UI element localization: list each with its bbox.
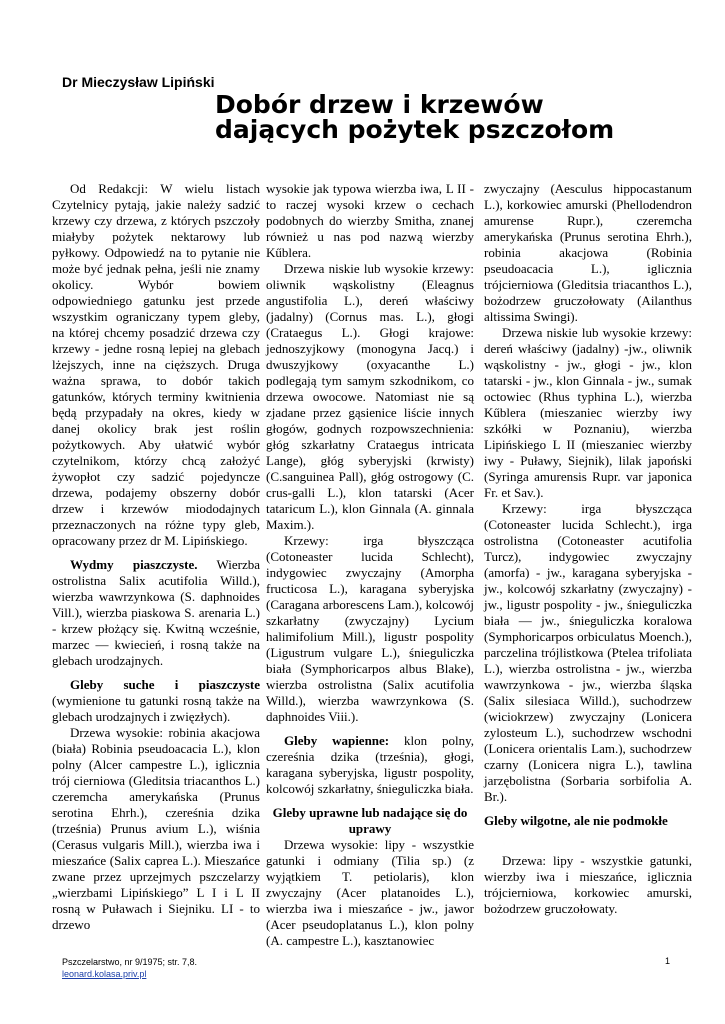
paragraph: Od Redakcji: W wielu listach Czytelnicy pytają, jakie należy sadzić krzewy czy drzewa, z których pszczoły miałyby pożytek nektarowy lub pyłkowy. Odpowiedź na to pytanie nie może być jednak pełna, jeśli nie znamy okolicy. Wybór bowiem odpowiedniego gatunku jest przede wszystkim ograniczany typem gleby, na której chcemy posadzić drzewa czy krzewy - jedne rosną lepiej na glebach lżejszych, inne na cięższych. Druga ważna sprawa, to dobór takich gatunków, których terminy kwitnienia będą przypadały na okres, kiedy w danej okolicy brak jest roślin pożytkowych. Aby ułatwić wybór czytelnikom, którzy chcą założyć żywopłot czy sadzić pojedyncze drzewa, podajemy obszerny dobór drzew i krzewów miododajnych przeznaczonych na różne typy gleb, opracowany przez dr M. Lipińskiego. (52, 181, 260, 548)
section-heading: Wydmy piaszczyste. (70, 557, 198, 572)
paragraph-text: Wierzba ostrolistna Salix acutifolia Willd.), wierzba wawrzynkowa (S. daphnoides Vill.), wierzba piaskowa S. arenaria L.) - krzew płożący się. Kwitną wcześnie, marzec — kwiecień, i rosną także na glebach urodzajnych. (52, 557, 260, 668)
paragraph: Drzewa niskie lub wysokie krzewy: oliwnik wąskolistny (Eleagnus angustifolia L.), dereń właściwy (jadalny) (Cornus mas. L.), głogi (Crataegus L.). Głogi krajowe: jednoszyjkowy (monogyna Jacq.) i dwuszyjkowy (oxyacanthe L.) podlegają tym samym szkodnikom, co drzewa owocowe. Natomiast nie są zjadane przez gąsienice liście innych głogów, godnych rozpowszechnienia: głóg szkarłatny Crataegus intricata Lange), głóg syberyjski (krwisty) (C.sanguinea Pall), głóg ostrogowy (C. crus-galli L.), klon tatarski (Acer tataricum L.), klon Ginnala (A. ginnala Maxim.). (266, 261, 474, 532)
paragraph: Krzewy: irga błyszcząca (Cotoneaster lucida Schlecht), indygowiec zwyczajny (Amorpha fructicosa L.), karagana syberyjska (Caragana arborescens Lam.), kolcowój szkarłatny (zwyczajny) Lycium halimifolium Mill.), ligustr pospolity (Ligustrum vulgare L.), śnieguliczka biała (Symphoricarpos albus Blake), wierzba ostrolistna (Salix acutifolia Willd.), wierzba wawrzynkowa (S. daphnoides Viii.). (266, 533, 474, 724)
footer-site-link[interactable]: leonard.kolasa.priv.pl (62, 969, 147, 979)
paragraph: Drzewa wysokie: lipy - wszystkie gatunki i odmiany (Tilia sp.) (z wyjątkiem T. petiolaris), klon zwyczajny (Acer platanoides L.), wierzba iwa i mieszańce - jw., jawor (Acer pseudoplatanus L.), klon polny (A. campestre L.), kasztanowiec (266, 837, 474, 948)
paragraph (52, 677, 260, 725)
article-title (215, 92, 614, 142)
paragraph: Drzewa niskie lub wysokie krzewy: dereń właściwy (jadalny) -jw., oliwnik wąskolistny - jw., głogi - jw., klon tatarski - jw., klon Ginnala - jw., sumak octowiec (Rhus typhina L.), wierzba Kűblera (mieszaniec wierzby iwy szkółki w Poznaniu), wierzba Lipińskiego L II (mieszaniec wierzby iwy - Puławy, Siejnik), lilak japoński (Syringa amurensis Rupr. var japonica Fr. et Sav.). (484, 325, 692, 500)
text-column-1 (52, 181, 260, 933)
page-number: 1 (665, 956, 671, 966)
author-name: Dr Mieczysław Lipiński (62, 74, 215, 90)
paragraph: Krzewy: irga błyszcząca (Cotoneaster lucida Schlecht.), irga ostrolistna (Cotoneaster acutifolia Turcz), indygowiec zwyczajny (amorfa) - jw., karagana syberyjska - jw., kolcowój szkarłatny (zwyczajny) - jw., ligustr pospolity - jw., śnieguliczka biała — jw., śnieguliczka koralowa (Symphoricarpos orbiculatus Moench.), parczelina trójlistkowa (Ptelea trifoliata L.), wierzba ostrolistna - jw., wierzba wawrzynkowa - jw., wierzba śląska (Salix silesiaca Willd.), suchodrzew (wiciokrzew) zwyczajny (Lonicera zylosteum L.), suchodrzew wschodni (Lonicera orientalis Lam.), suchodrzew czarny (Lonicera nigra L.), tawlina jarzębolistna (Sorbaria sorbifolia A. Br.). (484, 501, 692, 804)
title-line-2: dających pożytek pszczołom (215, 115, 615, 144)
paragraph: Drzewa wysokie: robinia akacjowa (biała) Robinia pseudoacacia L.), klon polny (Alcer campestre L.), iglicznia trój cierniowa (Gleditsia triacanthos L.) czeremcha amerykańska (Prunus serotina Ehrh.), czereśnia dzika (trześnia) Prunus avium L.), wiśnia (Cerasus vulgaris Mill.), wierzba iwa i mieszańce (Salix caprea L.). Mieszańce zwane przez uprzejmych pszczelarzy „wierzbami Lipińskiego” L I i L II rosną w Puławach i Siejniku. LI - to drzewo (52, 725, 260, 932)
section-heading: Gleby suche i piaszczyste (70, 677, 260, 692)
paragraph: Drzewa: lipy - wszystkie gatunki, wierzby iwa i mieszańce, iglicznia trójcierniowa, korkowiec amurski, bożodrzew gruczołowaty. (484, 853, 692, 916)
footer (62, 956, 197, 980)
text-column-2 (266, 181, 474, 949)
footer-source: Pszczelarstwo, nr 9/1975; str. 7,8. (62, 957, 198, 967)
section-heading: Gleby wilgotne, ale nie podmokłe (484, 813, 668, 828)
title-line-1: Dobór drzew i krzewów (215, 90, 544, 119)
section-heading: Gleby wapienne: (284, 733, 390, 748)
paragraph-text: (wymienione tu gatunki rosną także na glebach urodzajnych i zwięzłych). (52, 693, 260, 724)
section-heading-centered: Gleby uprawne lub nadające się do uprawy (272, 805, 468, 836)
paragraph: zwyczajny (Aesculus hippocastanum L.), korkowiec amurski (Phellodendron amurense Rupr.), czeremcha amerykańska (Prunus serotina Ehrh.), robinia akacjowa (Robinia pseudoacacia L.), iglicznia trójcierniowa (Gleditsia triacanthos L.), bożodrzew gruczołowaty (Ailanthus altissima Swingi). (484, 181, 692, 324)
paragraph: wysokie jak typowa wierzba iwa, L II - to raczej wysoki krzew o cechach podobnych do wierzby Smitha, znanej również u nas pod nazwą wierzby Kűblera. (266, 181, 474, 260)
paragraph-text: klon polny, czereśnia dzika (trześnia), głogi, karagana syberyjska, ligustr pospolity, kolcowój szkarłatny, śnieguliczka biała. (266, 733, 474, 796)
paragraph (52, 557, 260, 669)
paragraph (266, 733, 474, 797)
text-column-3 (484, 181, 692, 917)
